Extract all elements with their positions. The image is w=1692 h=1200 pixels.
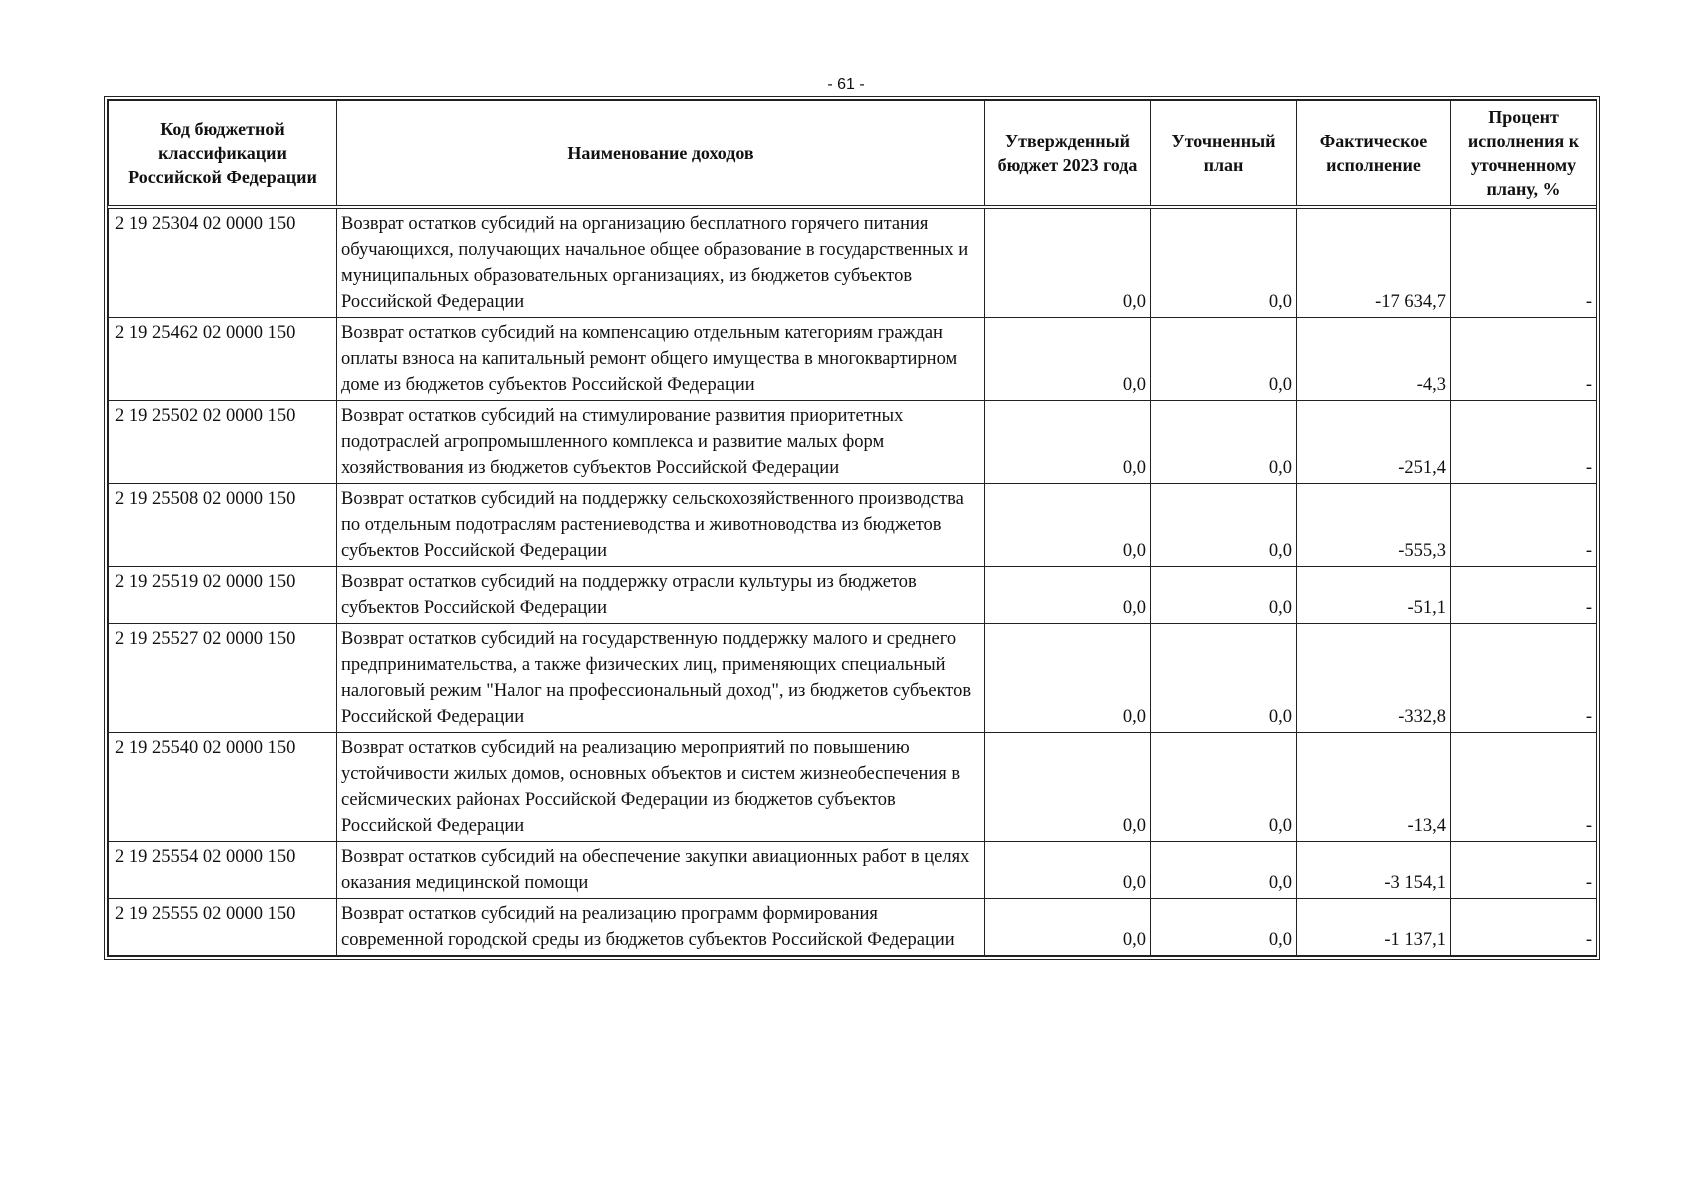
cell-fact: -51,1	[1297, 567, 1451, 624]
header-budget: Утвержденный бюджет 2023 года	[985, 101, 1151, 208]
cell-code: 2 19 25554 02 0000 150	[109, 842, 337, 899]
cell-name: Возврат остатков субсидий на компенсацию отдельным категориям граждан оплаты взноса на капитальный ремонт общего имущества в многоквартирном доме из бюджетов субъектов Российской Федерации	[337, 318, 985, 401]
cell-code: 2 19 25508 02 0000 150	[109, 484, 337, 567]
table-row	[109, 733, 1597, 842]
cell-percent: -	[1451, 567, 1597, 624]
cell-fact: -4,3	[1297, 318, 1451, 401]
revenue-table-frame	[104, 96, 1600, 960]
cell-name: Возврат остатков субсидий на стимулирование развития приоритетных подотраслей агропромышленного комплекса и развитие малых форм хозяйствования из бюджетов субъектов Российской Федерации	[337, 401, 985, 484]
cell-budget: 0,0	[985, 207, 1151, 318]
cell-code: 2 19 25519 02 0000 150	[109, 567, 337, 624]
cell-percent: -	[1451, 899, 1597, 956]
cell-plan: 0,0	[1151, 401, 1297, 484]
table-row	[109, 899, 1597, 956]
cell-plan: 0,0	[1151, 318, 1297, 401]
cell-fact: -555,3	[1297, 484, 1451, 567]
cell-budget: 0,0	[985, 401, 1151, 484]
cell-budget: 0,0	[985, 567, 1151, 624]
cell-percent: -	[1451, 842, 1597, 899]
cell-plan: 0,0	[1151, 624, 1297, 733]
page-number: - 61 -	[827, 76, 865, 93]
table-row	[109, 624, 1597, 733]
cell-budget: 0,0	[985, 624, 1151, 733]
cell-budget: 0,0	[985, 318, 1151, 401]
cell-code: 2 19 25540 02 0000 150	[109, 733, 337, 842]
cell-percent: -	[1451, 484, 1597, 567]
revenue-table	[108, 100, 1597, 956]
cell-plan: 0,0	[1151, 899, 1297, 956]
cell-percent: -	[1451, 401, 1597, 484]
cell-fact: -1 137,1	[1297, 899, 1451, 956]
cell-name: Возврат остатков субсидий на государственную поддержку малого и среднего предпринимательства, а также физических лиц, применяющих специальный налоговый режим "Налог на профессиональный доход", из бюджетов субъектов Российской Федерации	[337, 624, 985, 733]
cell-fact: -17 634,7	[1297, 207, 1451, 318]
cell-code: 2 19 25555 02 0000 150	[109, 899, 337, 956]
cell-code: 2 19 25304 02 0000 150	[109, 207, 337, 318]
cell-fact: -3 154,1	[1297, 842, 1451, 899]
table-row	[109, 318, 1597, 401]
cell-plan: 0,0	[1151, 567, 1297, 624]
table-row	[109, 567, 1597, 624]
cell-name: Возврат остатков субсидий на организацию бесплатного горячего питания обучающихся, получающих начальное общее образование в государственных и муниципальных образовательных организациях, из бюджетов субъектов Российской Федерации	[337, 207, 985, 318]
cell-percent: -	[1451, 318, 1597, 401]
cell-fact: -332,8	[1297, 624, 1451, 733]
cell-percent: -	[1451, 207, 1597, 318]
table-header-row	[109, 101, 1597, 208]
cell-budget: 0,0	[985, 484, 1151, 567]
table-row	[109, 207, 1597, 318]
cell-name: Возврат остатков субсидий на поддержку сельскохозяйственного производства по отдельным подотраслям растениеводства и животноводства из бюджетов субъектов Российской Федерации	[337, 484, 985, 567]
cell-code: 2 19 25527 02 0000 150	[109, 624, 337, 733]
table-row	[109, 842, 1597, 899]
cell-percent: -	[1451, 733, 1597, 842]
cell-plan: 0,0	[1151, 484, 1297, 567]
cell-budget: 0,0	[985, 733, 1151, 842]
header-fact: Фактическое исполнение	[1297, 101, 1451, 208]
cell-fact: -251,4	[1297, 401, 1451, 484]
cell-name: Возврат остатков субсидий на реализацию программ формирования современной городской среды из бюджетов субъектов Российской Федерации	[337, 899, 985, 956]
cell-name: Возврат остатков субсидий на обеспечение закупки авиационных работ в целях оказания медицинской помощи	[337, 842, 985, 899]
cell-name: Возврат остатков субсидий на реализацию мероприятий по повышению устойчивости жилых домов, основных объектов и систем жизнеобеспечения в сейсмических районах Российской Федерации из бюджетов субъектов Российской Федерации	[337, 733, 985, 842]
cell-fact: -13,4	[1297, 733, 1451, 842]
cell-percent: -	[1451, 624, 1597, 733]
header-code: Код бюджетной классификации Российской Федерации	[109, 101, 337, 208]
cell-budget: 0,0	[985, 899, 1151, 956]
cell-plan: 0,0	[1151, 733, 1297, 842]
cell-code: 2 19 25462 02 0000 150	[109, 318, 337, 401]
cell-name: Возврат остатков субсидий на поддержку отрасли культуры из бюджетов субъектов Российской Федерации	[337, 567, 985, 624]
cell-budget: 0,0	[985, 842, 1151, 899]
header-percent: Процент исполнения к уточненному плану, %	[1451, 101, 1597, 208]
cell-code: 2 19 25502 02 0000 150	[109, 401, 337, 484]
table-row	[109, 401, 1597, 484]
table-row	[109, 484, 1597, 567]
cell-plan: 0,0	[1151, 842, 1297, 899]
header-plan: Уточненный план	[1151, 101, 1297, 208]
header-name: Наименование доходов	[337, 101, 985, 208]
cell-plan: 0,0	[1151, 207, 1297, 318]
